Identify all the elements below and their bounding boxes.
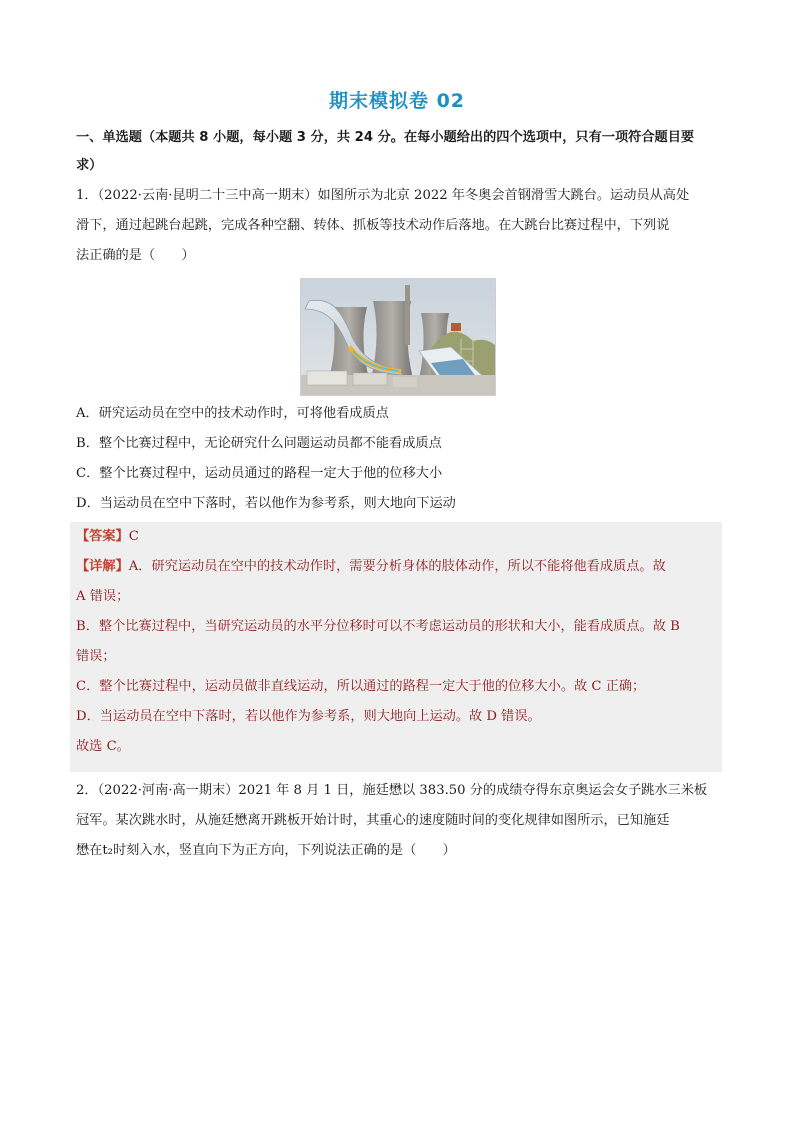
question-1-text [76, 181, 716, 271]
page-title: 期末模拟卷 02 [328, 90, 466, 112]
ski-jump-photo [300, 278, 496, 396]
detail-line-5: C．整个比赛过程中，运动员做非直线运动，所以通过的路程一定大于他的位移大小。故 C 正确； [76, 679, 646, 694]
section-heading-line-2: 求） [76, 158, 103, 173]
detail-line-6: D．当运动员在空中下落时，若以他作为参考系，则大地向上运动。故 D 错误。 [76, 709, 541, 724]
section-heading [76, 124, 716, 180]
detail-line-3: B．整个比赛过程中，当研究运动员的水平分位移时可以不考虑运动员的形状和大小，能看成质点。故 B [76, 619, 680, 634]
option-b: B．整个比赛过程中，无论研究什么问题运动员都不能看成质点 [76, 436, 442, 451]
option-c: C．整个比赛过程中，运动员通过的路程一定大于他的位移大小 [76, 466, 443, 481]
detail-line-4: 错误； [76, 649, 116, 664]
detail-line-1 [76, 552, 716, 582]
answer-explanation [76, 522, 716, 762]
question-1-line-3: 法正确的是（ ） [76, 248, 195, 263]
detail-text-1: A．研究运动员在空中的技术动作时，需要分析身体的肢体动作，所以不能将他看成质点。故 [128, 559, 666, 574]
section-heading-line-1: 一、单选题（本题共 8 小题，每小题 3 分，共 24 分。在每小题给出的四个选项中，只有一项符合题目要 [76, 130, 695, 145]
ski-jump-illustration [301, 279, 495, 395]
question-2-line-2: 冠军。某次跳水时，从施廷懋离开跳板开始计时，其重心的速度随时间的变化规律如图所示，已知施廷 [76, 813, 670, 828]
question-2-line-1: 2．（2022·河南·高一期末）2021 年 8 月 1 日，施廷懋以 383.50 分的成绩夺得东京奥运会女子跳水三米板 [76, 783, 708, 798]
question-1-options [76, 399, 716, 519]
question-1-line-2: 滑下，通过起跳台起跳，完成各种空翻、转体、抓板等技术动作后落地。在大跳台比赛过程中，下列说 [76, 218, 670, 233]
answer-value: C [128, 529, 139, 544]
question-2-line-3: 懋在t₂时刻入水，竖直向下为正方向，下列说法正确的是（ ） [76, 843, 456, 858]
detail-line-2: A 错误； [76, 589, 130, 604]
answer-line [76, 522, 716, 552]
question-1-line-1: 1．（2022·云南·昆明二十三中高一期末）如图所示为北京 2022 年冬奥会首钢滑雪大跳台。运动员从高处 [76, 188, 690, 203]
option-a: A．研究运动员在空中的技术动作时，可将他看成质点 [76, 406, 389, 421]
question-2-text [76, 776, 716, 866]
option-d: D．当运动员在空中下落时，若以他作为参考系，则大地向下运动 [76, 496, 456, 511]
detail-tag: 【详解】 [76, 559, 129, 574]
answer-tag: 【答案】 [76, 529, 129, 544]
detail-line-7: 故选 C。 [76, 739, 130, 754]
